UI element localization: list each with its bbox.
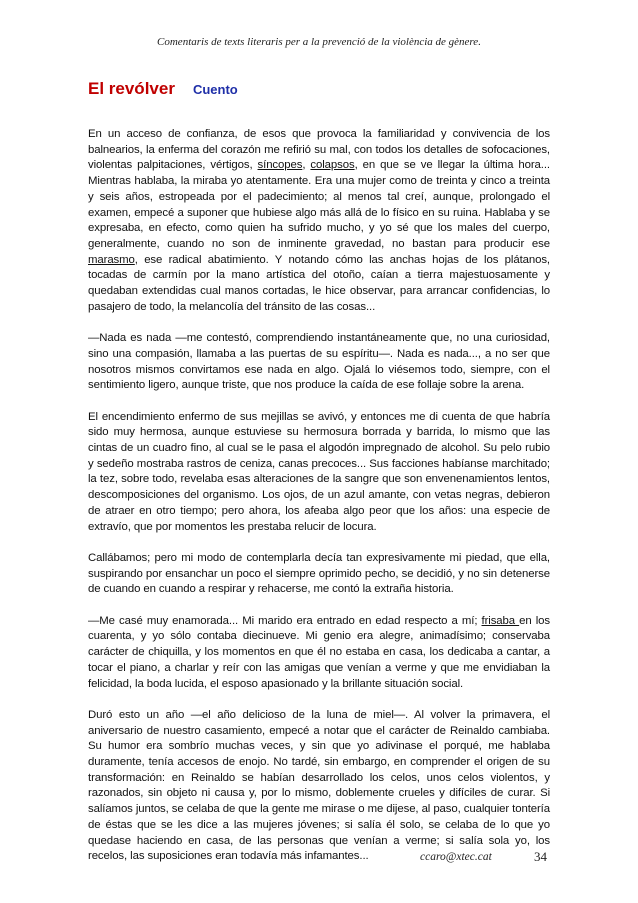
footer-email: ccaro@xtec.cat [420, 851, 492, 863]
underlined-term: frisaba [481, 614, 520, 627]
paragraph-text: , [302, 159, 311, 172]
paragraph-text: —Me casé muy enamorada... Mi marido era entrado en edad respecto a mí; [88, 614, 482, 627]
paragraph-text: Duró esto un año —el año delicioso de la luna de miel—. Al volver la primavera, el aniversario de nuestro casamiento, empecé a notar que el carácter de Reinaldo cambiaba. Su humor era sombrío muchas veces, y sin que yo adivinase el porqué, me hablaba duramente, tenía accesos de enojo. No tardé, sin embargo, en comprender el origen de su transformación: en Reinaldo se habían desarrollado los celos, unos celos violentos, y razonados, sin objeto ni causa y, por lo mismo, doblemente crueles y difíciles de curar. Si salíamos juntos, se celaba de que la gente me mirase o me dijese, al paso, cualquier tontería de éstas que se les dice a las mujeres jóvenes; si salía él solo, se celaba de lo que yo quedase haciendo en casa, de las personas que venían a verme; si salía sola yo, los recelos, las suposiciones eran todavía más infamantes... [88, 708, 550, 863]
paragraph-text: , ese radical abatimiento. Y notando cómo las anchas hojas de los plátanos, tocadas de carmín por la mano artística del otoño, caían a tierra majestuosamente y quedaban extendidas cual manos cortadas, le hice observar, para arrancar confidencias, lo pasajero de todo, la melancolía del tránsito de las cosas... [88, 253, 550, 313]
title-row [88, 79, 238, 99]
paragraph [88, 708, 550, 865]
story-body [88, 127, 550, 881]
story-genre: Cuento [192, 82, 238, 97]
paragraph-text: Callábamos; pero mi modo de contemplarla decía tan expresivamente mi piedad, que ella, suspirando por ensanchar un poco el siempre oprimido pecho, se decidió, y no sin detenerse de cuando en cuando a respirar y rehacerse, me contó la extraña historia. [88, 551, 550, 596]
paragraph [88, 331, 550, 394]
paragraph-text: En un acceso de confianza, de esos que provoca la familiaridad y convivencia de los balnearios, la enferma del corazón me refirió su mal, con todos los detalles de sofocaciones, violentas palpitaciones, vértigos, [88, 128, 550, 172]
paragraph-text: , en que se ve llegar la última hora... Mientras hablaba, la miraba yo atentamente. Era una mujer como de treinta y cinco a treinta y seis años, estropeada por el padecimiento; al menos tal creí, aunque, prolongado el examen, empecé a suponer que hubiese algo más allá de lo físico en su ruina. Hablaba y se expresaba, en efecto, como quien ha sufrido mucho, y yo sé que los males del cuerpo, generalmente, cuando no son de inminente gravedad, no bastan para producir ese [88, 159, 550, 250]
paragraph-text: El encendimiento enfermo de sus mejillas se avivó, y entonces me di cuenta de que habría sido muy hermosa, aunque estuviese su hermosura borrada y barrida, lo mismo que las cintas de un cuadro fino, al cual se le pasa el algodón impregnado de alcohol. Su pelo rubio y sedeño mostraba rastros de ceniza, canas precoces... Sus facciones habíanse marchitado; la tez, sobre todo, revelaba esas alteraciones de la sangre que son envenenamientos lentos, descomposiciones del organismo. Los ojos, de un azul amante, con vetas negras, debieron de atraer en otro tiempo; pero ahora, los afeaba algo peor que los años: una especie de extravío, que por momentos les prestaba relucir de locura. [88, 410, 550, 533]
paragraph [88, 614, 550, 693]
paragraph [88, 127, 550, 315]
paragraph-text: en los cuarenta, y yo sólo contaba diecinueve. Mi genio era alegre, animadísimo; conservaba carácter de chiquilla, y los momentos en que él no estaba en casa, los dedicaba a cantar, a tocar el piano, a charlar y reír con las amigas que venían a verme y que me envidiaban la felicidad, la boda lucida, el esposo apasionado y la brillante situación social. [88, 614, 550, 690]
paragraph-text: —Nada es nada —me contestó, comprendiendo instantáneamente que, no una curiosidad, sino una compasión, llamaba a las puertas de su espíritu—. Nada es nada..., a no ser que nosotros mismos convirtamos ese nada en algo. Ojalá lo viésemos todo, siempre, con el sentimiento ligero, aunque triste, que nos produce la caída de ese follaje sobre la arena. [88, 332, 550, 392]
underlined-term: síncopes [257, 159, 303, 172]
underlined-term: colapsos [310, 159, 355, 172]
paragraph [88, 551, 550, 598]
paragraph [88, 410, 550, 536]
underlined-term: marasmo [88, 253, 135, 266]
story-title: El revólver [88, 79, 175, 98]
running-header: Comentaris de texts literaris per a la prevenció de la violència de gènere. [157, 36, 481, 48]
page-number: 34 [534, 849, 547, 864]
